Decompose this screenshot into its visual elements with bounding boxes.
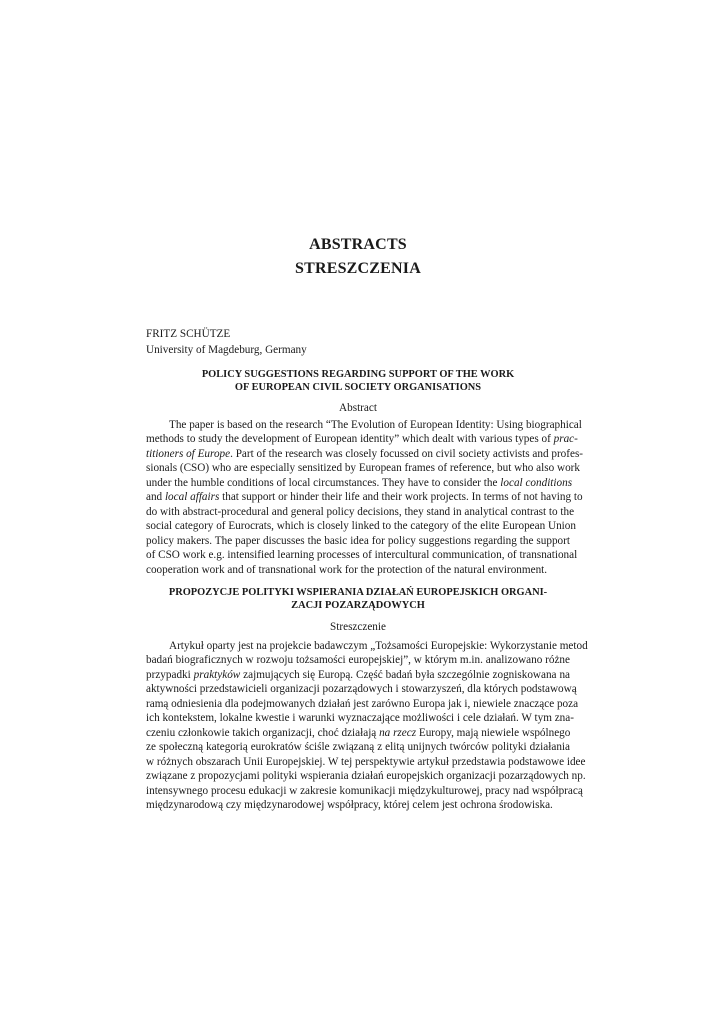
paragraph-line: w różnych obszarach Unii Europejskiej. W tej perspektywie artykuł przedstawia podstawowe idee: [146, 755, 586, 768]
paragraph-line: of CSO work e.g. intensified learning processes of intercultural communication, of transnational: [146, 549, 578, 562]
italic-term: local conditions: [500, 476, 573, 489]
italic-term: na rzecz: [379, 726, 417, 739]
author-affiliation: University of Magdeburg, Germany: [146, 344, 307, 356]
italic-term: titioners of Europe: [146, 447, 231, 460]
english-title-line: POLICY SUGGESTIONS REGARDING SUPPORT OF THE WORK: [201, 369, 515, 380]
polish-abstract-body: [146, 639, 588, 812]
polish-article-title: [146, 587, 570, 612]
italic-term: prac-: [553, 433, 578, 446]
paragraph-line: social category of Eurocrats, which is closely linked to the category of the elite European Union: [146, 520, 576, 533]
paragraph-line: sionals (CSO) who are especially sensitized by European frames of reference, but who also work: [146, 462, 580, 475]
english-title-line: OF EUROPEAN CIVIL SOCIETY ORGANISATIONS: [234, 381, 482, 393]
paragraph-line: do with abstract-procedural and general policy decisions, they stand in analytical contrast to the: [146, 505, 575, 518]
author-name: FRITZ SCHÜTZE: [146, 328, 231, 340]
paragraph-line: ze społeczną kategorią eurokratów ściśle związaną z elitą unijnych twórców polityki działania: [146, 741, 570, 754]
italic-term: local affairs: [164, 491, 220, 504]
paragraph-line: The paper is based on the research “The Evolution of European Identity: Using biographical: [169, 419, 582, 431]
page-title-polish: STRESZCZENIA: [294, 260, 421, 277]
italic-term: praktyków: [193, 668, 241, 681]
abstract-label: Abstract: [339, 402, 377, 414]
paragraph-line: policy makers. The paper discusses the basic idea for policy suggestions regarding the support: [146, 534, 570, 547]
author-block: [146, 326, 307, 358]
paragraph-line: ramą odniesienia dla podejmowanych działań jest zarówno Europa jak i, niewiele znaczące poza: [146, 697, 579, 710]
paragraph-line: przypadki praktyków zajmujących się Europą. Część badań była szczególnie zogniskowana na: [146, 668, 571, 681]
paragraph-line: badań biograficznych w rozwoju tożsamości europejskiej”, w którym m.in. analizowano różne: [146, 654, 570, 667]
paragraph-line: methods to study the development of European identity” which dealt with various types of prac-: [146, 433, 578, 446]
paragraph-line: ich kontekstem, lokalne kwestie i warunki wyznaczające możliwości i cele działań. W tym zna-: [146, 712, 574, 725]
paragraph-line: Artykuł oparty jest na projekcie badawczym „Tożsamości Europejskie: Wykorzystanie metod: [169, 640, 588, 652]
polish-title-line: PROPOZYCJE POLITYKI WSPIERANIA DZIAŁAŃ EUROPEJSKICH ORGANI-: [168, 587, 548, 598]
english-abstract-body: [146, 418, 584, 577]
paragraph-line: związane z propozycjami polityki wspierania działań europejskich organizacji pozarządowych np.: [146, 770, 586, 783]
paragraph-line: and local affairs that support or hinder their life and their work projects. In terms of not having to: [146, 491, 583, 504]
paragraph-line: under the humble conditions of local circumstances. They have to consider the local conditions: [146, 476, 573, 489]
paragraph-line: titioners of Europe. Part of the research was closely focussed on civil society activists and profes-: [146, 447, 584, 460]
english-article-title: [146, 369, 570, 394]
document-page: [146, 0, 588, 1024]
paragraph-line: aktywności przedstawicieli organizacji pozarządowych i stowarzyszeń, dla których podstawową: [146, 683, 577, 696]
paragraph-line: międzynarodową czy międzynarodowej współpracy, której celem jest ochrona środowiska.: [146, 798, 553, 811]
paragraph-line: cooperation work and of transnational work for the protection of the natural environment.: [146, 563, 548, 576]
paragraph-line: czeniu członkowie takich organizacji, choć działają na rzecz Europy, mają niewiele wspólnego: [146, 726, 571, 739]
paragraph-line: intensywnego procesu edukacji w zakresie komunikacji międzykulturowej, pracy nad współpracą: [146, 784, 583, 797]
page-title-english: ABSTRACTS: [309, 236, 407, 253]
polish-title-line: ZACJI POZARZĄDOWYCH: [291, 599, 425, 611]
streszczenie-label: Streszczenie: [330, 621, 386, 633]
